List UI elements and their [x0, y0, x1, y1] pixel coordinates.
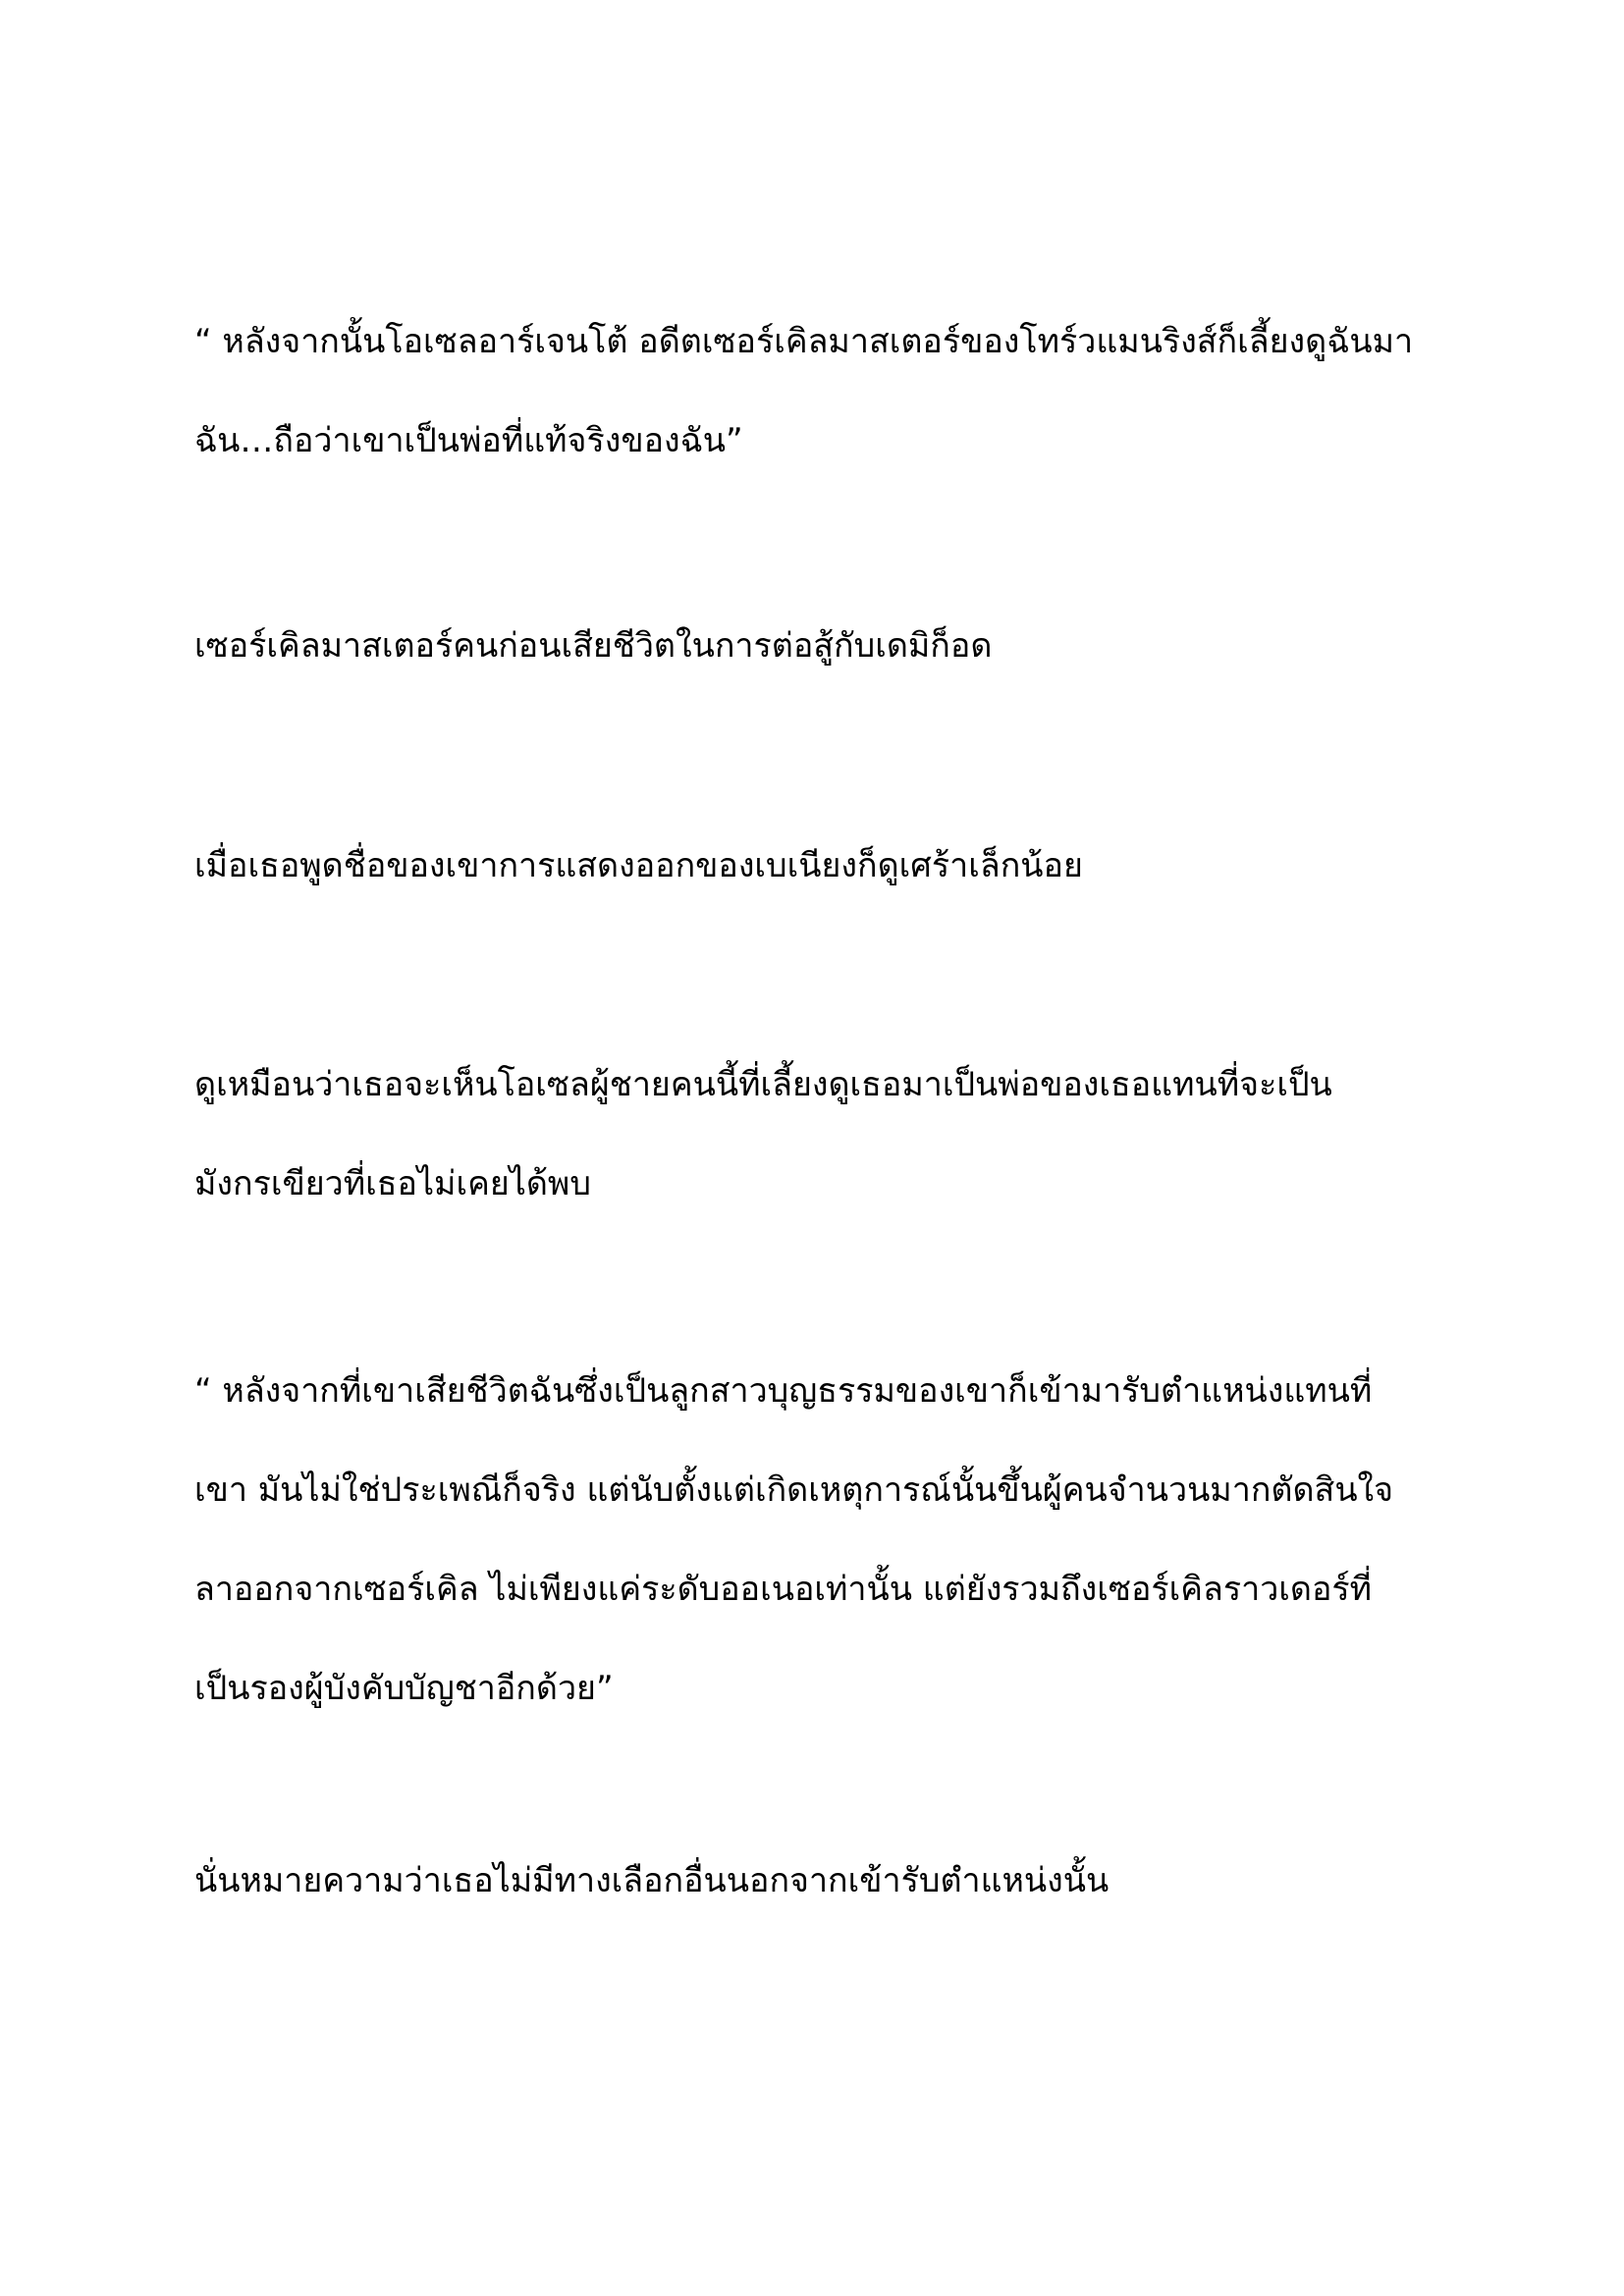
paragraph-6 — [194, 1832, 1471, 1931]
paragraph-line: เมื่อเธอพูดชื่อของเขาการแสดงออกของเบเนียงก็ดูเศร้าเล็กน้อย — [194, 846, 1083, 885]
paragraph-3 — [194, 817, 1471, 916]
paragraph-line: มังกรเขียวที่เธอไม่เคยได้พบ — [194, 1164, 591, 1203]
paragraph-4 — [194, 1036, 1471, 1234]
paragraph-2 — [194, 597, 1471, 696]
paragraph-1 — [194, 293, 1471, 491]
paragraph-line: “ หลังจากนั้นโอเซลอาร์เจนโต้ อดีตเซอร์เคิลมาสเตอร์ของโทร์วแมนริงส์ก็เลี้ยงดูฉันมา — [194, 322, 1414, 361]
paragraph-line: นั่นหมายความว่าเธอไม่มีทางเลือกอื่นนอกจากเข้ารับตำแหน่งนั้น — [194, 1861, 1110, 1900]
paragraph-5 — [194, 1342, 1471, 1738]
paragraph-line: เป็นรองผู้บังคับบัญชาอีกด้วย” — [194, 1669, 614, 1708]
paragraph-line: “ หลังจากที่เขาเสียชีวิตฉันซึ่งเป็นลูกสาวบุญธรรมของเขาก็เข้ามารับตำแหน่งแทนที่ — [194, 1371, 1373, 1411]
paragraph-line: ดูเหมือนว่าเธอจะเห็นโอเซลผู้ชายคนนี้ที่เลี้ยงดูเธอมาเป็นพ่อของเธอแทนที่จะเป็น — [194, 1065, 1332, 1104]
paragraph-line: เซอร์เคิลมาสเตอร์คนก่อนเสียชีวิตในการต่อสู้กับเดมิก็อด — [194, 626, 993, 666]
paragraph-line: ลาออกจากเซอร์เคิล ไม่เพียงแค่ระดับออเนอเท่านั้น แต่ยังรวมถึงเซอร์เคิลราวเดอร์ที่ — [194, 1570, 1373, 1609]
paragraph-line: เขา มันไม่ใช่ประเพณีก็จริง แต่นับตั้งแต่เกิดเหตุการณ์นั้นขึ้นผู้คนจำนวนมากตัดสินใจ — [194, 1470, 1394, 1510]
paragraph-line: ฉัน…ถือว่าเขาเป็นพ่อที่แท้จริงของฉัน” — [194, 421, 743, 460]
